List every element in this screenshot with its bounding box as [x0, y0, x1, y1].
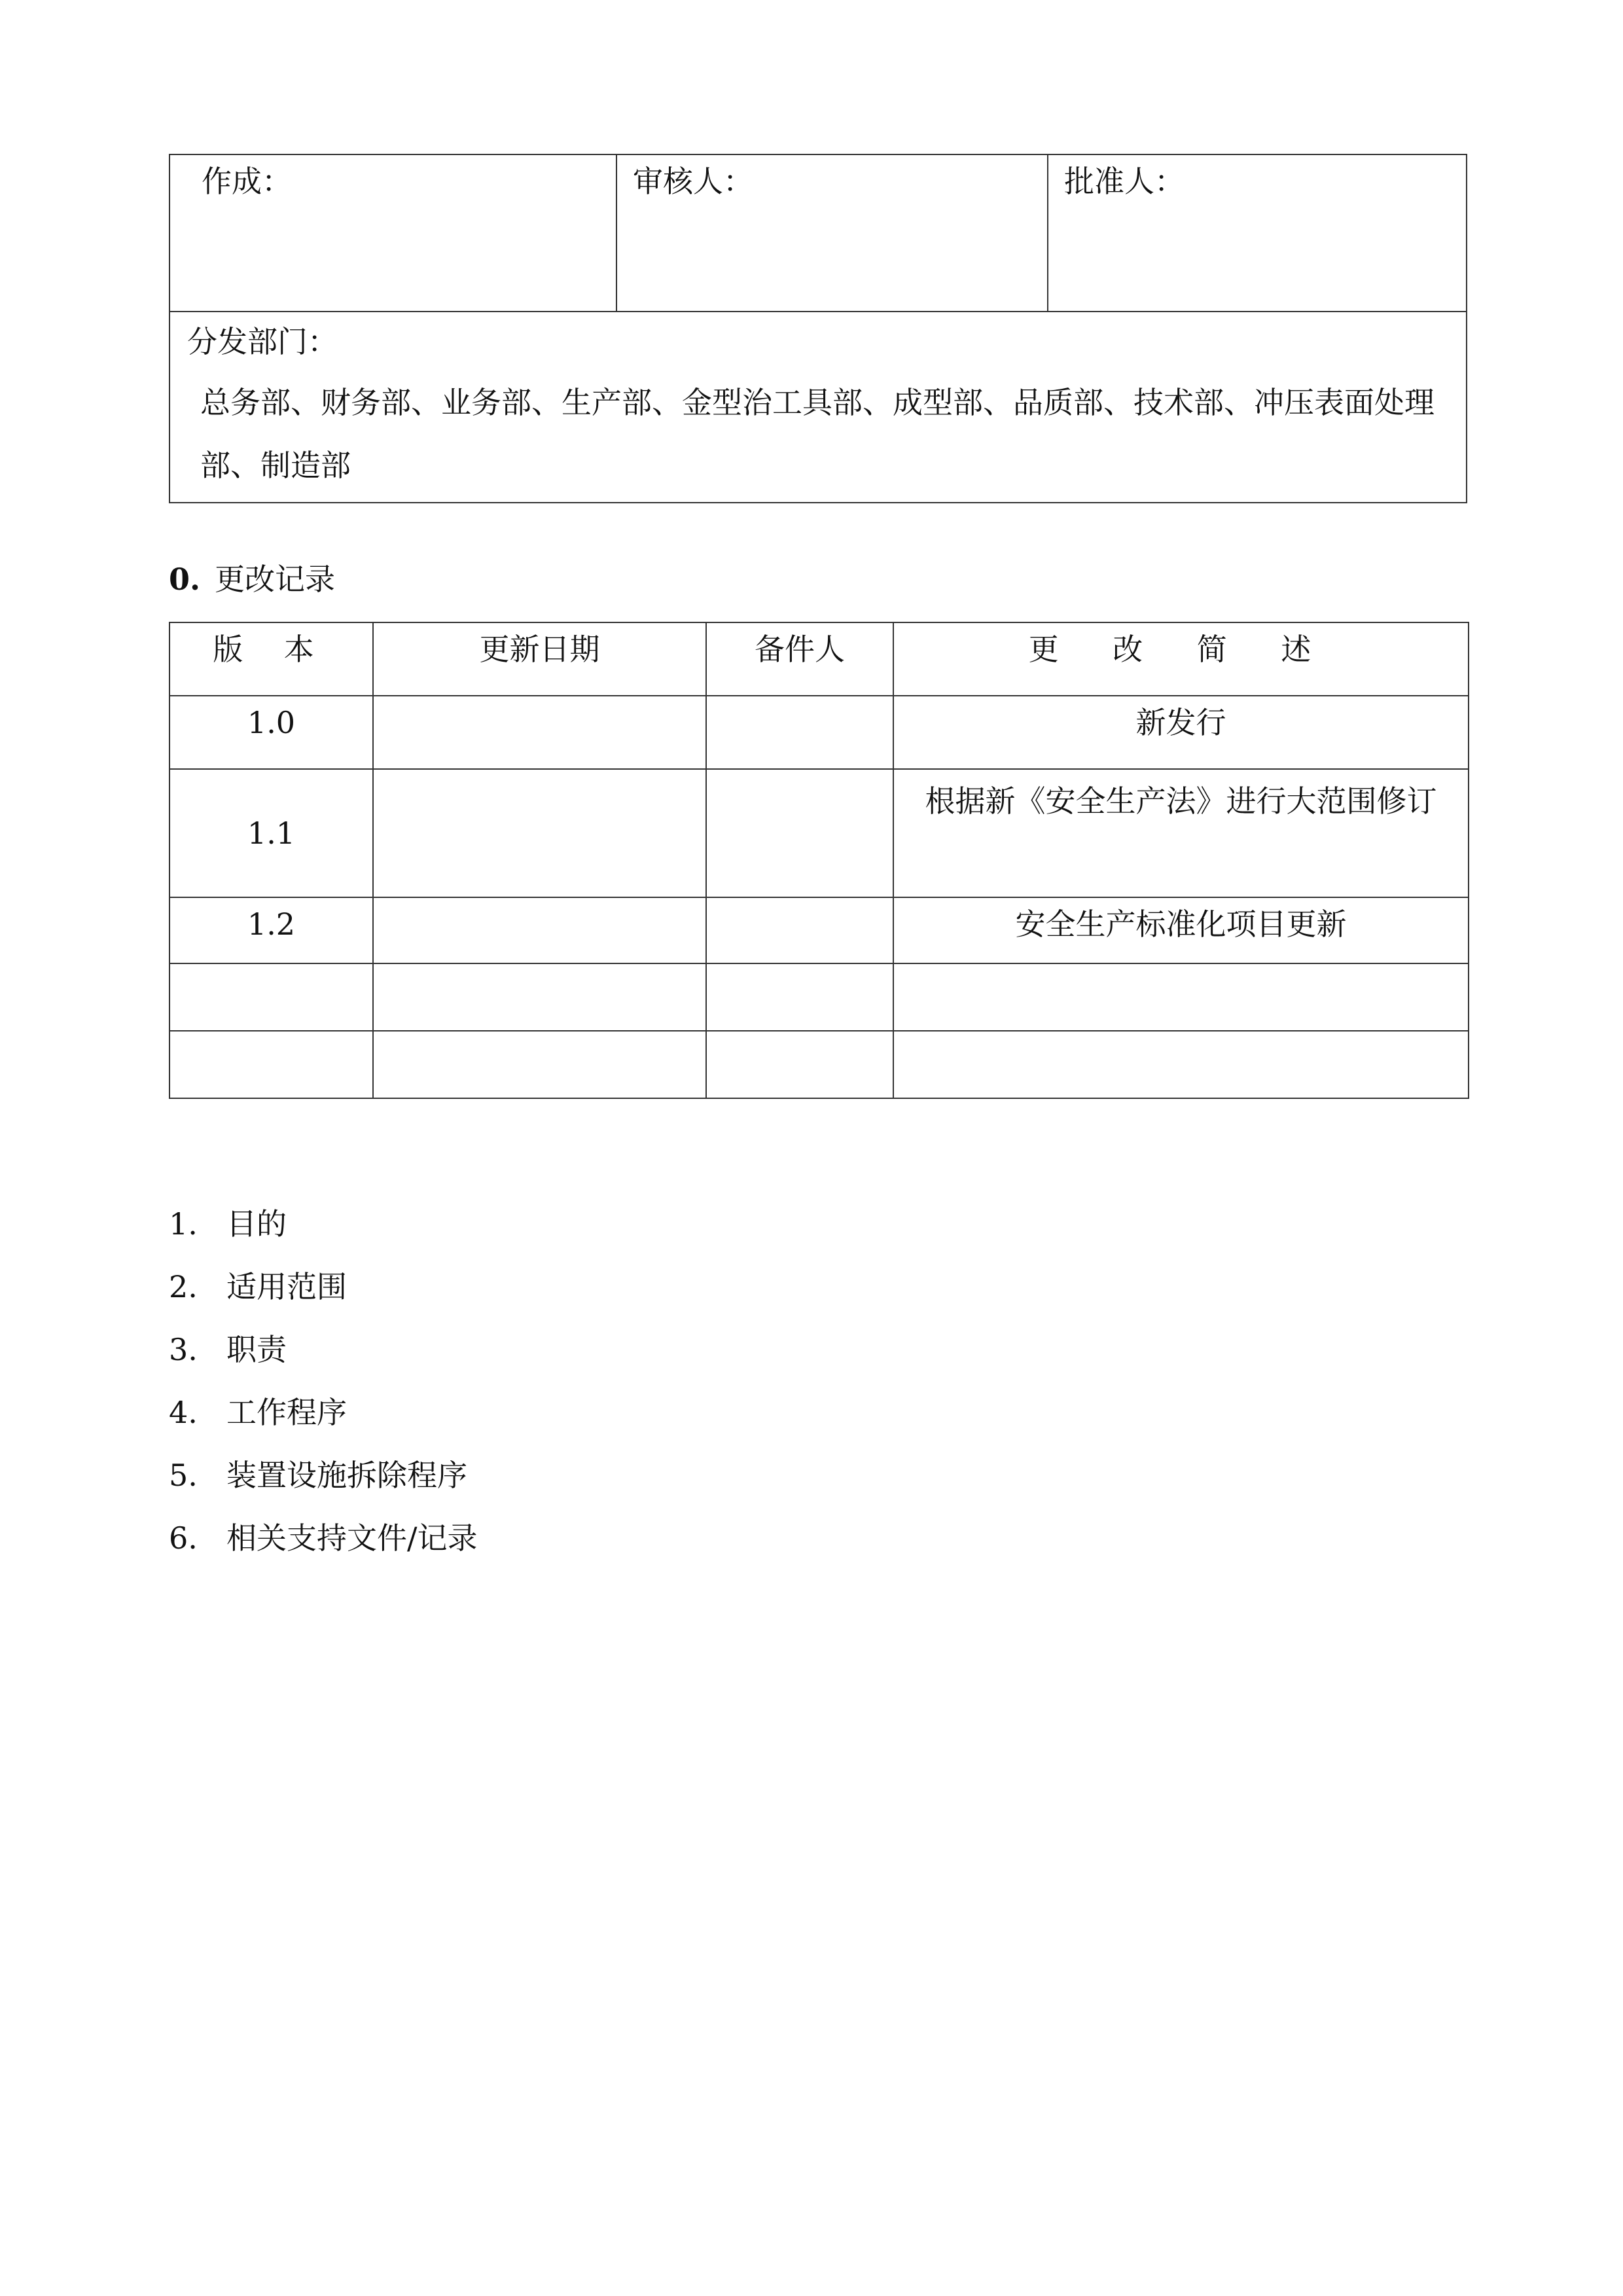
summary-cell: 安全生产标准化项目更新 — [893, 897, 1469, 963]
toc-item — [169, 1330, 478, 1393]
approval-table — [169, 154, 1467, 503]
toc-title: 目的 — [226, 1206, 287, 1242]
table-row — [169, 769, 1469, 897]
header-version-text: 版 本 — [213, 632, 330, 667]
summary-cell: 新发行 — [893, 696, 1469, 769]
distribution-title: 分发部门： — [187, 324, 338, 359]
date-cell — [373, 696, 706, 769]
toc-title: 装置设施拆除程序 — [226, 1458, 467, 1493]
summary-cell: 根据新《安全生产法》进行大范围修订 — [893, 769, 1469, 897]
date-cell — [373, 897, 706, 963]
table-of-contents — [169, 1204, 478, 1581]
change-record-heading — [169, 560, 335, 599]
toc-number: 6. — [169, 1520, 198, 1556]
header-date-text: 更新日期 — [479, 632, 600, 667]
signature-row — [169, 154, 1467, 312]
version-cell — [169, 963, 373, 1031]
section-number: 0. — [169, 562, 201, 597]
toc-title: 职责 — [226, 1332, 287, 1367]
toc-item — [169, 1393, 478, 1456]
toc-number: 4. — [169, 1395, 198, 1430]
toc-item — [169, 1456, 478, 1518]
header-summary-text: 更 改 简 述 — [1028, 632, 1334, 667]
toc-number: 3. — [169, 1332, 198, 1367]
change-record-table — [169, 622, 1469, 1099]
table-row — [169, 897, 1469, 963]
reviewer-cell — [616, 154, 1048, 312]
person-cell — [706, 696, 893, 769]
distribution-list: 总务部、财务部、业务部、生产部、金型治工具部、成型部、品质部、技术部、冲压表面处理部、制造部 — [200, 385, 1435, 483]
toc-item — [169, 1204, 478, 1267]
toc-title: 工作程序 — [226, 1395, 347, 1430]
toc-number: 1. — [169, 1206, 198, 1242]
author-label: 作成： — [202, 164, 292, 199]
version-cell: 1.2 — [169, 897, 373, 963]
toc-number: 2. — [169, 1269, 198, 1304]
date-cell — [373, 1031, 706, 1098]
approver-label: 批准人： — [1064, 164, 1185, 199]
table-header-row — [169, 622, 1469, 696]
author-cell — [169, 154, 616, 312]
toc-item — [169, 1518, 478, 1581]
approver-cell — [1048, 154, 1467, 312]
toc-item — [169, 1267, 478, 1330]
person-cell — [706, 769, 893, 897]
date-cell — [373, 769, 706, 897]
toc-title: 适用范围 — [226, 1269, 347, 1304]
toc-title: 相关支持文件/记录 — [226, 1520, 478, 1556]
version-cell: 1.1 — [169, 769, 373, 897]
version-cell: 1.0 — [169, 696, 373, 769]
person-cell — [706, 897, 893, 963]
header-person-text: 备件人 — [755, 632, 845, 667]
table-row — [169, 1031, 1469, 1098]
header-date — [373, 622, 706, 696]
distribution-cell — [169, 312, 1467, 503]
summary-cell — [893, 963, 1469, 1031]
distribution-row — [169, 312, 1467, 503]
header-version — [169, 622, 373, 696]
reviewer-label: 审核人： — [633, 164, 753, 199]
version-cell — [169, 1031, 373, 1098]
header-person — [706, 622, 893, 696]
date-cell — [373, 963, 706, 1031]
toc-number: 5. — [169, 1458, 198, 1493]
header-summary — [893, 622, 1469, 696]
table-row — [169, 963, 1469, 1031]
person-cell — [706, 1031, 893, 1098]
section-title: 更改记录 — [215, 562, 336, 597]
person-cell — [706, 963, 893, 1031]
table-row — [169, 696, 1469, 769]
summary-cell — [893, 1031, 1469, 1098]
